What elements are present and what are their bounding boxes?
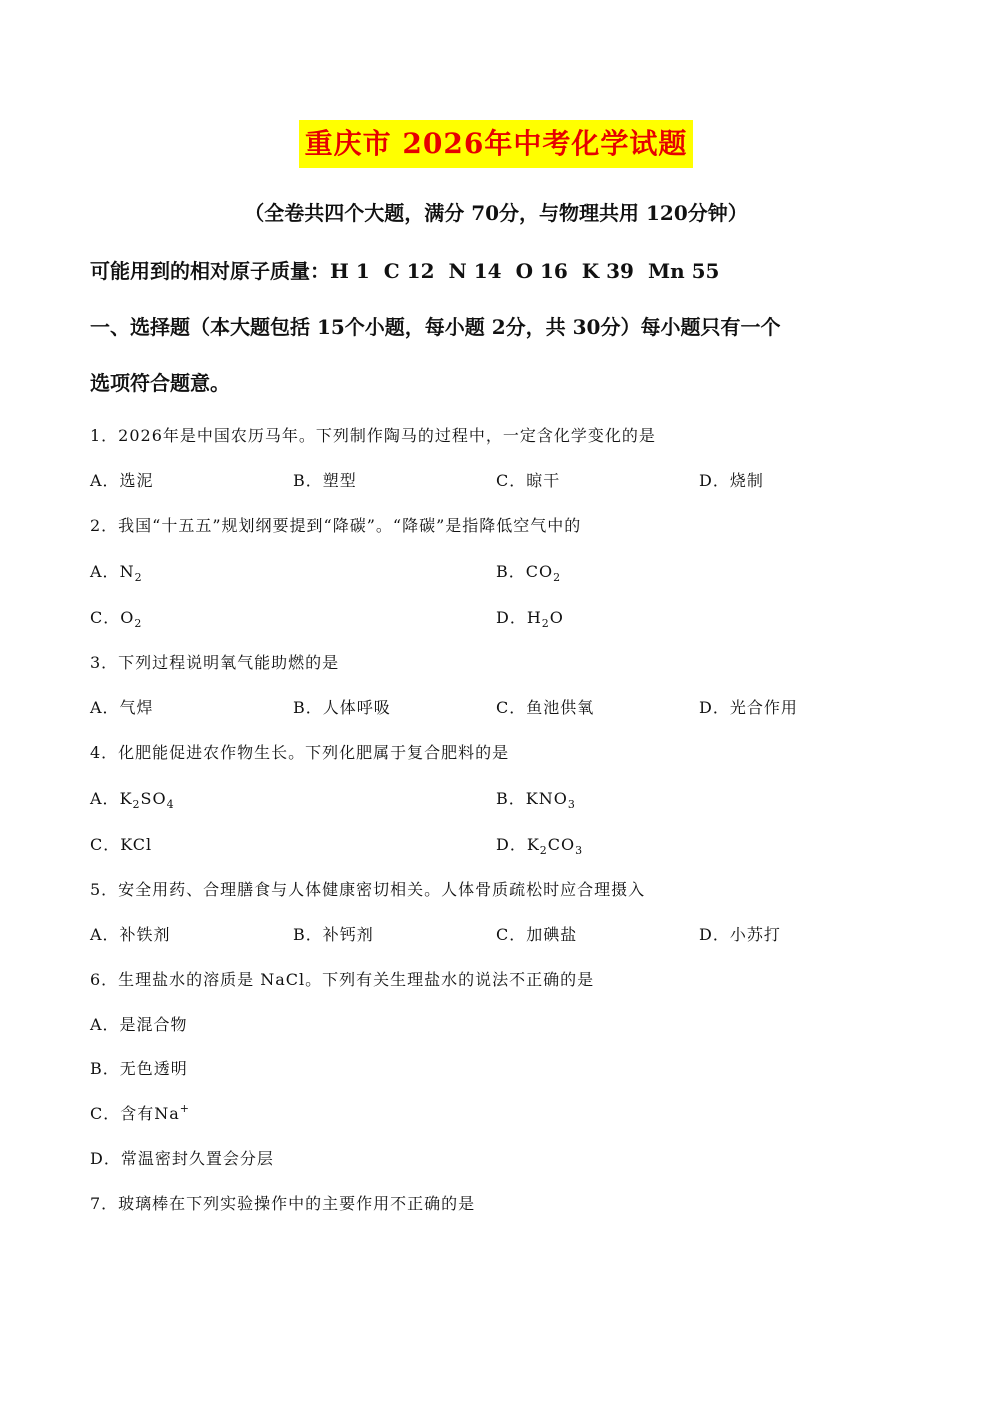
q4-d-sub1: 2 — [539, 844, 548, 857]
q2-d-sub: 2 — [541, 617, 550, 630]
q2-option-c — [90, 606, 142, 630]
q2-c-sub: 2 — [134, 617, 143, 630]
atomic-masses — [90, 256, 719, 286]
question-1-stem: 1．2026年是中国农历马年。下列制作陶马的过程中，一定含化学变化的是 — [90, 426, 656, 445]
q3-option-b: B．人体呼吸 — [293, 698, 391, 717]
q1-option-d: D．烧制 — [699, 471, 764, 490]
q2-c-prefix: C． — [90, 608, 121, 627]
q4-a-sub2: 4 — [166, 798, 175, 811]
q4-c-prefix: C． — [90, 835, 121, 854]
q4-a-p0: K — [119, 789, 133, 808]
q4-option-a — [90, 787, 175, 811]
q6-c-ion: Na — [154, 1104, 180, 1123]
question-3-stem: 3．下列过程说明氧气能助燃的是 — [90, 653, 340, 672]
question-2-stem: 2．我国“十五五”规划纲要提到“降碳”。“降碳”是指降低空气中的 — [90, 516, 582, 535]
q5-option-d: D．小苏打 — [699, 925, 781, 944]
q2-option-d — [496, 606, 564, 630]
q2-b-formula: CO — [525, 562, 554, 581]
q4-c-p0: KCl — [120, 835, 153, 854]
q4-option-d — [496, 833, 583, 857]
q2-b-prefix: B． — [496, 562, 526, 581]
q6-c-charge: + — [179, 1102, 191, 1115]
q1-option-a: A．选泥 — [90, 471, 154, 490]
q4-d-p0: K — [526, 835, 540, 854]
q5-option-b: B．补钙剂 — [293, 925, 374, 944]
q4-d-prefix: D． — [496, 835, 527, 854]
q4-option-c — [90, 833, 152, 857]
mass-c: C 12 — [383, 259, 435, 283]
q2-d-tail: O — [549, 608, 564, 627]
q1-option-c: C．晾干 — [496, 471, 561, 490]
section-heading-line1: 一、选择题（本大题包括 15个小题，每小题 2分，共 30分）每小题只有一个 — [90, 315, 781, 339]
mass-n: N 14 — [448, 259, 502, 283]
subtitle: （全卷共四个大题，满分 70分，与物理共用 120分钟） — [244, 201, 748, 225]
q2-b-sub: 2 — [553, 571, 562, 584]
q4-b-prefix: B． — [496, 789, 526, 808]
mass-mn: Mn 55 — [647, 259, 720, 283]
q2-d-prefix: D． — [496, 608, 527, 627]
q4-a-prefix: A． — [90, 789, 120, 808]
q2-option-b — [496, 560, 561, 584]
q2-a-prefix: A． — [90, 562, 120, 581]
q5-option-c: C．加碘盐 — [496, 925, 578, 944]
mass-o: O 16 — [515, 259, 568, 283]
q6-option-c — [90, 1102, 190, 1126]
q1-option-b: B．塑型 — [293, 471, 357, 490]
q4-d-p2: CO — [547, 835, 576, 854]
mass-k: K 39 — [581, 259, 634, 283]
page-title: 重庆市 2026年中考化学试题 — [299, 120, 694, 168]
q4-d-sub2: 3 — [575, 844, 584, 857]
question-4-stem: 4．化肥能促进农作物生长。下列化肥属于复合肥料的是 — [90, 743, 510, 762]
title-wrap — [0, 120, 992, 168]
q4-b-p0: KNO — [525, 789, 568, 808]
q3-option-c: C．鱼池供氧 — [496, 698, 595, 717]
q4-a-sub1: 2 — [132, 798, 141, 811]
atomic-masses-label: 可能用到的相对原子质量： — [90, 259, 330, 283]
q6-option-a: A．是混合物 — [90, 1015, 188, 1034]
q6-c-text: C．含有 — [90, 1104, 155, 1123]
q2-a-formula: N — [119, 562, 135, 581]
mass-h: H 1 — [330, 259, 370, 283]
question-6-stem: 6．生理盐水的溶质是 NaCl。下列有关生理盐水的说法不正确的是 — [90, 970, 595, 989]
q2-d-formula: H — [526, 608, 542, 627]
q6-option-b: B．无色透明 — [90, 1059, 188, 1078]
q3-option-d: D．光合作用 — [699, 698, 798, 717]
q2-option-a — [90, 560, 143, 584]
q4-b-sub: 3 — [567, 798, 576, 811]
q4-a-p2: SO — [140, 789, 167, 808]
q5-option-a: A．补铁剂 — [90, 925, 171, 944]
section-heading-line2: 选项符合题意。 — [90, 371, 230, 395]
question-5-stem: 5．安全用药、合理膳食与人体健康密切相关。人体骨质疏松时应合理摄入 — [90, 880, 646, 899]
question-7-stem: 7．玻璃棒在下列实验操作中的主要作用不正确的是 — [90, 1194, 476, 1213]
q3-option-a: A．气焊 — [90, 698, 154, 717]
q2-a-sub: 2 — [134, 571, 143, 584]
q4-option-b — [496, 787, 576, 811]
q2-c-formula: O — [120, 608, 135, 627]
q6-option-d: D．常温密封久置会分层 — [90, 1149, 274, 1168]
